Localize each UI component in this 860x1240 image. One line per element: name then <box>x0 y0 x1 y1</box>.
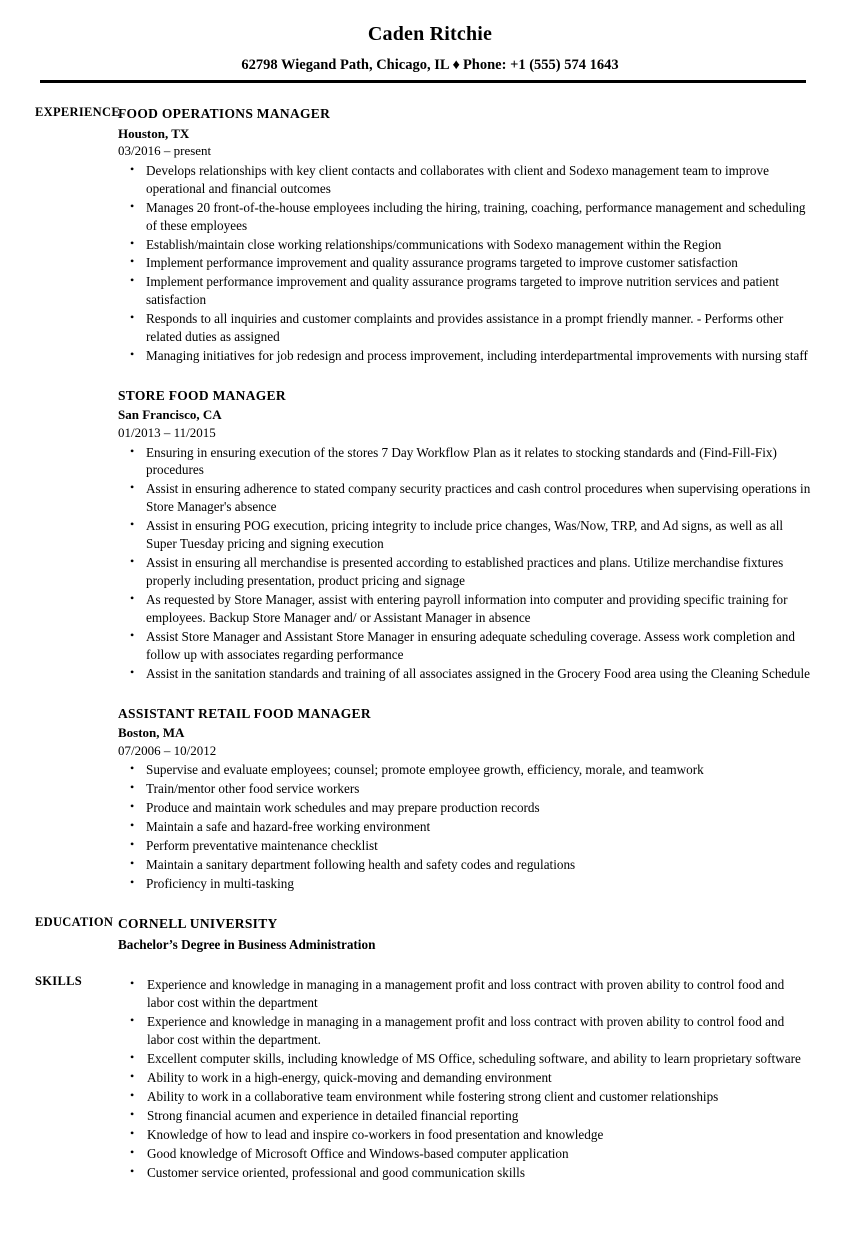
section-label-education: EDUCATION <box>35 914 114 929</box>
list-item: • Assist in ensuring POG execution, pricing integrity to include price changes, Was/Now, TRP, and Ad signs, as well as all Super Tuesday pricing and signing execution <box>118 517 814 553</box>
list-item: • Perform preventative maintenance checklist <box>118 837 814 855</box>
list-item: • Manages 20 front-of-the-house employees including the hiring, training, coaching, performance management and scheduling of these employees <box>118 199 814 235</box>
list-item: • Customer service oriented, professional and good communication skills <box>118 1164 814 1182</box>
list-item: • Strong financial acumen and experience in detailed financial reporting <box>118 1107 814 1125</box>
job-location: San Francisco, CA <box>118 407 222 423</box>
job-dates: 01/2013 – 11/2015 <box>118 424 216 440</box>
list-item: • Assist in ensuring all merchandise is presented according to established practices and plans. Utilize merchandise fixtures properly including presentation, product pricing and signage <box>118 554 814 590</box>
education-degree: Bachelor’s Degree in Business Administration <box>118 936 376 952</box>
skills-section <box>0 974 860 1181</box>
list-item: • Implement performance improvement and quality assurance programs targeted to improve customer satisfaction <box>118 254 814 272</box>
job-title: STORE FOOD MANAGER <box>118 388 286 404</box>
resume-header <box>0 0 860 83</box>
list-item: • Knowledge of how to lead and inspire co-workers in food presentation and knowledge <box>118 1126 814 1144</box>
list-item: • Ability to work in a high-energy, quick-moving and demanding environment <box>118 1069 814 1087</box>
job-title: FOOD OPERATIONS MANAGER <box>118 106 331 122</box>
candidate-contact-line <box>0 57 860 74</box>
list-item: • Supervise and evaluate employees; counsel; promote employee growth, efficiency, morale, and teamwork <box>118 761 814 779</box>
list-item: • Establish/maintain close working relationships/communications with Sodexo management within the Region <box>118 236 814 254</box>
list-item: • Maintain a sanitary department following health and safety codes and regulations <box>118 856 814 874</box>
job-title: ASSISTANT RETAIL FOOD MANAGER <box>118 705 371 721</box>
job-location: Boston, MA <box>118 725 185 741</box>
list-item: • Maintain a safe and hazard-free working environment <box>118 818 814 836</box>
education-entry <box>118 915 814 954</box>
list-item: • Assist in ensuring adherence to stated company security practices and cash control procedures when supervising operations in Store Manager's absence <box>118 480 814 516</box>
header-divider <box>40 80 806 83</box>
job-dates: 07/2006 – 10/2012 <box>118 742 217 758</box>
skills-entries <box>118 974 860 1181</box>
job-entry <box>118 105 814 365</box>
list-item: • Train/mentor other food service workers <box>118 780 814 798</box>
list-item: • As requested by Store Manager, assist with entering payroll information into computer and providing specific training for employees. Backup Store Manager and/ or Assistant Manager in absence <box>118 591 814 627</box>
education-entries <box>118 915 860 954</box>
job-responsibility-list <box>118 444 814 683</box>
list-item: • Good knowledge of Microsoft Office and Windows-based computer application <box>118 1145 814 1163</box>
diamond-separator-icon: ♦ <box>452 57 460 73</box>
list-item: • Responds to all inquiries and customer complaints and provides assistance in a prompt friendly manner. - Performs other related duties as assigned <box>118 310 814 346</box>
experience-section <box>0 105 860 892</box>
list-item: • Ability to work in a collaborative team environment while fostering strong client and customer relationships <box>118 1088 814 1106</box>
list-item: • Implement performance improvement and quality assurance programs targeted to improve nutrition services and patient satisfaction <box>118 273 814 309</box>
section-label-experience: EXPERIENCE <box>35 105 120 120</box>
list-item: • Assist in the sanitation standards and training of all associates assigned in the Grocery Food area using the Cleaning Schedule <box>118 665 814 683</box>
list-item: • Ensuring in ensuring execution of the stores 7 Day Workflow Plan as it relates to stocking standards and (Find-Fill-Fix) procedures <box>118 444 814 480</box>
job-responsibility-list <box>118 761 814 893</box>
job-responsibility-list <box>118 162 814 365</box>
job-entry <box>118 705 814 893</box>
experience-entries <box>118 105 860 892</box>
list-item: • Proficiency in multi-tasking <box>118 875 814 893</box>
skills-list <box>118 976 814 1181</box>
job-entry <box>118 387 814 683</box>
list-item: • Assist Store Manager and Assistant Store Manager in ensuring adequate scheduling coverage. Assess work completion and follow up with associates regarding performance <box>118 628 814 664</box>
list-item: • Experience and knowledge in managing in a management profit and loss contract with proven ability to control food and labor cost within the department <box>118 976 814 1012</box>
list-item: • Produce and maintain work schedules and may prepare production records <box>118 799 814 817</box>
candidate-address: 62798 Wiegand Path, Chicago, IL <box>241 57 450 73</box>
list-item: • Develops relationships with key client contacts and collaborates with client and Sodexo management team to improve operational and financial outcomes <box>118 162 814 198</box>
candidate-name: Caden Ritchie <box>367 23 493 45</box>
candidate-phone: Phone: +1 (555) 574 1643 <box>462 57 619 73</box>
list-item: • Managing initiatives for job redesign and process improvement, including interdepartmental improvements with nursing staff <box>118 347 814 365</box>
education-school: CORNELL UNIVERSITY <box>118 915 278 931</box>
section-label-skills: SKILLS <box>35 974 82 989</box>
job-location: Houston, TX <box>118 125 190 141</box>
list-item: • Excellent computer skills, including knowledge of MS Office, scheduling software, and ability to learn proprietary software <box>118 1050 814 1068</box>
job-dates: 03/2016 – present <box>118 143 212 159</box>
list-item: • Experience and knowledge in managing in a management profit and loss contract with proven ability to control food and labor cost within the department. <box>118 1013 814 1049</box>
education-section <box>0 915 860 954</box>
